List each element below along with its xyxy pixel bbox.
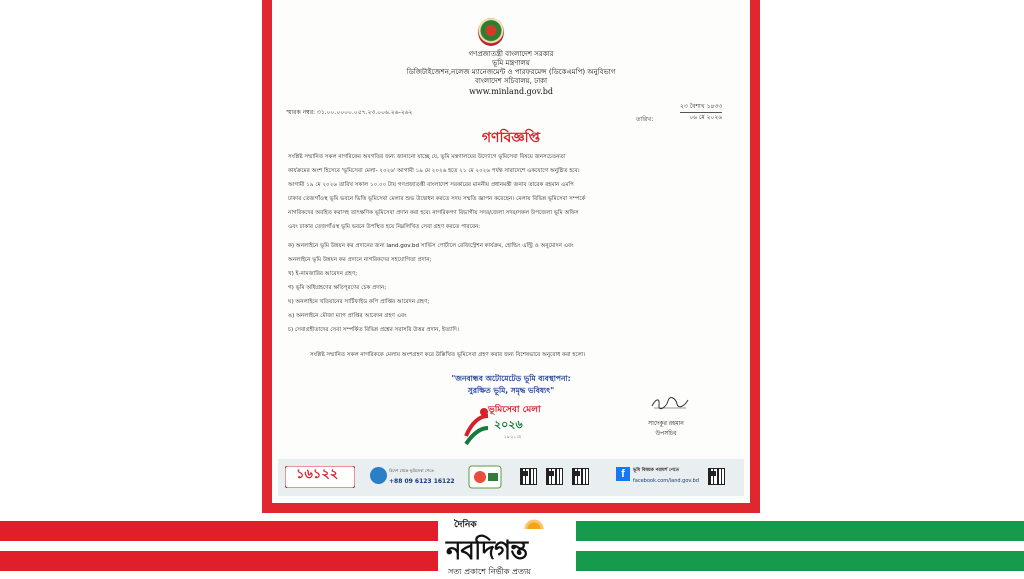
slogan-line-2: সুরক্ষিত ভূমি, সমৃদ্ধ ভবিষ্যৎ"	[467, 386, 555, 395]
paragraph-line: কার্যক্রমের অংশ হিসেবে 'ভূমিসেবা মেলা- ২০২৬' আগামী ১৯ মে ২০২৬ হতে ২১ মে ২০২৬ পর্যন্ত সারাদেশে একযোগে অনুষ্ঠিত হবে।	[288, 168, 580, 174]
header-ministry: ভূমি মন্ত্রণালয়	[492, 59, 530, 67]
facebook-url: facebook.com/land.gov.bd	[633, 478, 699, 484]
service-item: ঙ) অনলাইনে মৌজা ম্যাপ প্রাপ্তির আবেদন গ্রহণ এবং	[288, 313, 407, 319]
mela-name: ভূমিসেবা মেলা	[488, 405, 541, 415]
paragraph-line: আগামী ১৯ মে ২০২৬ তারিখ সকাল ১০.০০ টায় গণপ্রজাতন্ত্রী বাংলাদেশ সরকারের মাননীয় প্রধানমন্ত্রী জনাব তারেক রহমান এমপি	[288, 182, 574, 188]
service-item: খ) ই-নামজারির আবেদন গ্রহণ;	[288, 271, 358, 277]
signatory-name: সাদেকুর রহমান	[648, 420, 684, 427]
government-emblem-icon	[478, 18, 504, 46]
date-block	[680, 102, 722, 123]
memo-number: স্মারক নম্বর: ৩১.০০.০০০০.০৫৭.২৩.০০৬.২৬-২৬২	[286, 109, 413, 116]
newspaper-name: নবদিগন্ত	[446, 536, 528, 566]
green-stripe	[576, 521, 1024, 541]
header-division: ডিজিটাইজেশন,নলেজ ম্যানেজমেন্ট ও পারফরমেন্স (ডিকেএমপি) অনুবিভাগ	[406, 68, 616, 76]
service-item: অনলাইনে ভূমি উন্নয়ন কর প্রদানে নাগরিকদের সহযোগিতা প্রদান;	[288, 257, 432, 263]
header-website: www.minland.gov.bd	[469, 87, 553, 96]
qr-code-icon	[546, 468, 563, 485]
app-badge-icon	[468, 465, 502, 489]
notice-title: গণবিজ্ঞপ্তি	[481, 130, 541, 146]
green-stripe	[576, 551, 1024, 571]
signature-mark	[650, 396, 690, 410]
service-item: ক) অনলাইনে ভূমি উন্নয়ন কর প্রদানের জন্য land.gov.bd সার্ভিস পোর্টালে রেজিস্ট্রেশন কার্যক্রম, হোল্ডিং এন্ট্রি ও অনুমোদন এবং	[288, 243, 574, 249]
slogan-line-1: "জনবান্ধব অটোমেটেড ভূমি ব্যবস্থাপনা:	[451, 374, 571, 383]
red-stripe	[0, 521, 438, 541]
date-bangla: ২৩ বৈশাখ ১৪৩৩	[680, 102, 722, 113]
paragraph-line: নাগরিকদের অবহিত করাসহ তাৎক্ষণিক ভূমিসেবা প্রদান করা হবে। নাগরিকগণ বিভাগীয় সদর/জেলা সদর/সকল উপজেলা ভূমি অফিস	[288, 210, 579, 216]
phone-caption: বিদেশ থেকে ভূমিসেবা পেতে	[389, 468, 434, 473]
qr-code-icon	[708, 468, 725, 485]
header-secretariat: বাংলাদেশ সচিবালয়, ঢাকা	[474, 77, 548, 85]
service-item: চ) সেবাগ্রহীতাদের সেবা সম্পর্কিত বিভিন্ন প্রশ্নের সরাসরি উত্তর প্রদান, ইত্যাদি।	[288, 327, 459, 333]
paragraph-line: সংশ্লিষ্ট সম্মানিত সকল নাগরিকের অবগতির জন্য জানানো যাচ্ছে যে, ভূমি মন্ত্রণালয়ের উদ্যোগে ভূমিসেবা বিষয়ে জনসচেতনতা	[288, 154, 566, 160]
date-label: তারিখ:	[636, 116, 654, 123]
hotline-number: ১৬১২২	[296, 467, 339, 482]
signatory-title: উপসচিব	[655, 430, 677, 437]
facebook-caption: ভূমি বিষয়ক পরামর্শ পেতে	[633, 468, 679, 473]
closing-request: সংশ্লিষ্ট সম্মানিত সকল নাগরিককে মেলায় অংশগ্রহণ করে উল্লিখিত ভূমিসেবা গ্রহণ করার জন্য বিশেষভাবে অনুরোধ করা হলো।	[310, 352, 586, 358]
mela-dates: ১৯-২১ মে	[504, 434, 521, 439]
service-item: ঘ) অনলাইনে খতিয়ানের সার্টিফাইড কপি প্রাপ্তির আবেদন গ্রহণ;	[288, 299, 430, 305]
service-item: গ) ভূমি অধিগ্রহণের ক্ষতিপূরণের চেক প্রদান;	[288, 285, 387, 291]
newspaper-daily-label: দৈনিক	[454, 520, 477, 530]
qr-code-icon	[520, 468, 537, 485]
phone-number: +88 09 6123 16122	[389, 478, 455, 485]
newspaper-tagline: সত্য প্রকাশে নির্ভীক প্রত্যয়	[448, 567, 531, 576]
paragraph-line: এবং ঢাকার তেজগাঁওস্থ ভূমি ভবনে উপস্থিত হয়ে নিম্নলিখিত সেবা গ্রহণ করতে পারবেন:	[288, 224, 481, 230]
globe-phone-icon	[370, 467, 387, 484]
header-government: গণপ্রজাতন্ত্রী বাংলাদেশ সরকার	[468, 50, 554, 58]
mela-year: ২০২৬	[494, 418, 523, 431]
facebook-icon: f	[616, 467, 630, 481]
date-english: ০৬ মে ২০২৬	[689, 114, 723, 121]
qr-code-icon	[572, 468, 589, 485]
red-stripe	[0, 551, 438, 571]
paragraph-line: ঢাকার তেজগাঁওস্থ ভূমি ভবনে ভিত্তি ভূমিসেবা মেলার শুভ উদ্বোধন করতে সদয় সম্মতি জ্ঞাপন করেছেন। মেলায় বিভিন্ন ভূমিসেবা সম্পর্কে	[288, 196, 586, 202]
